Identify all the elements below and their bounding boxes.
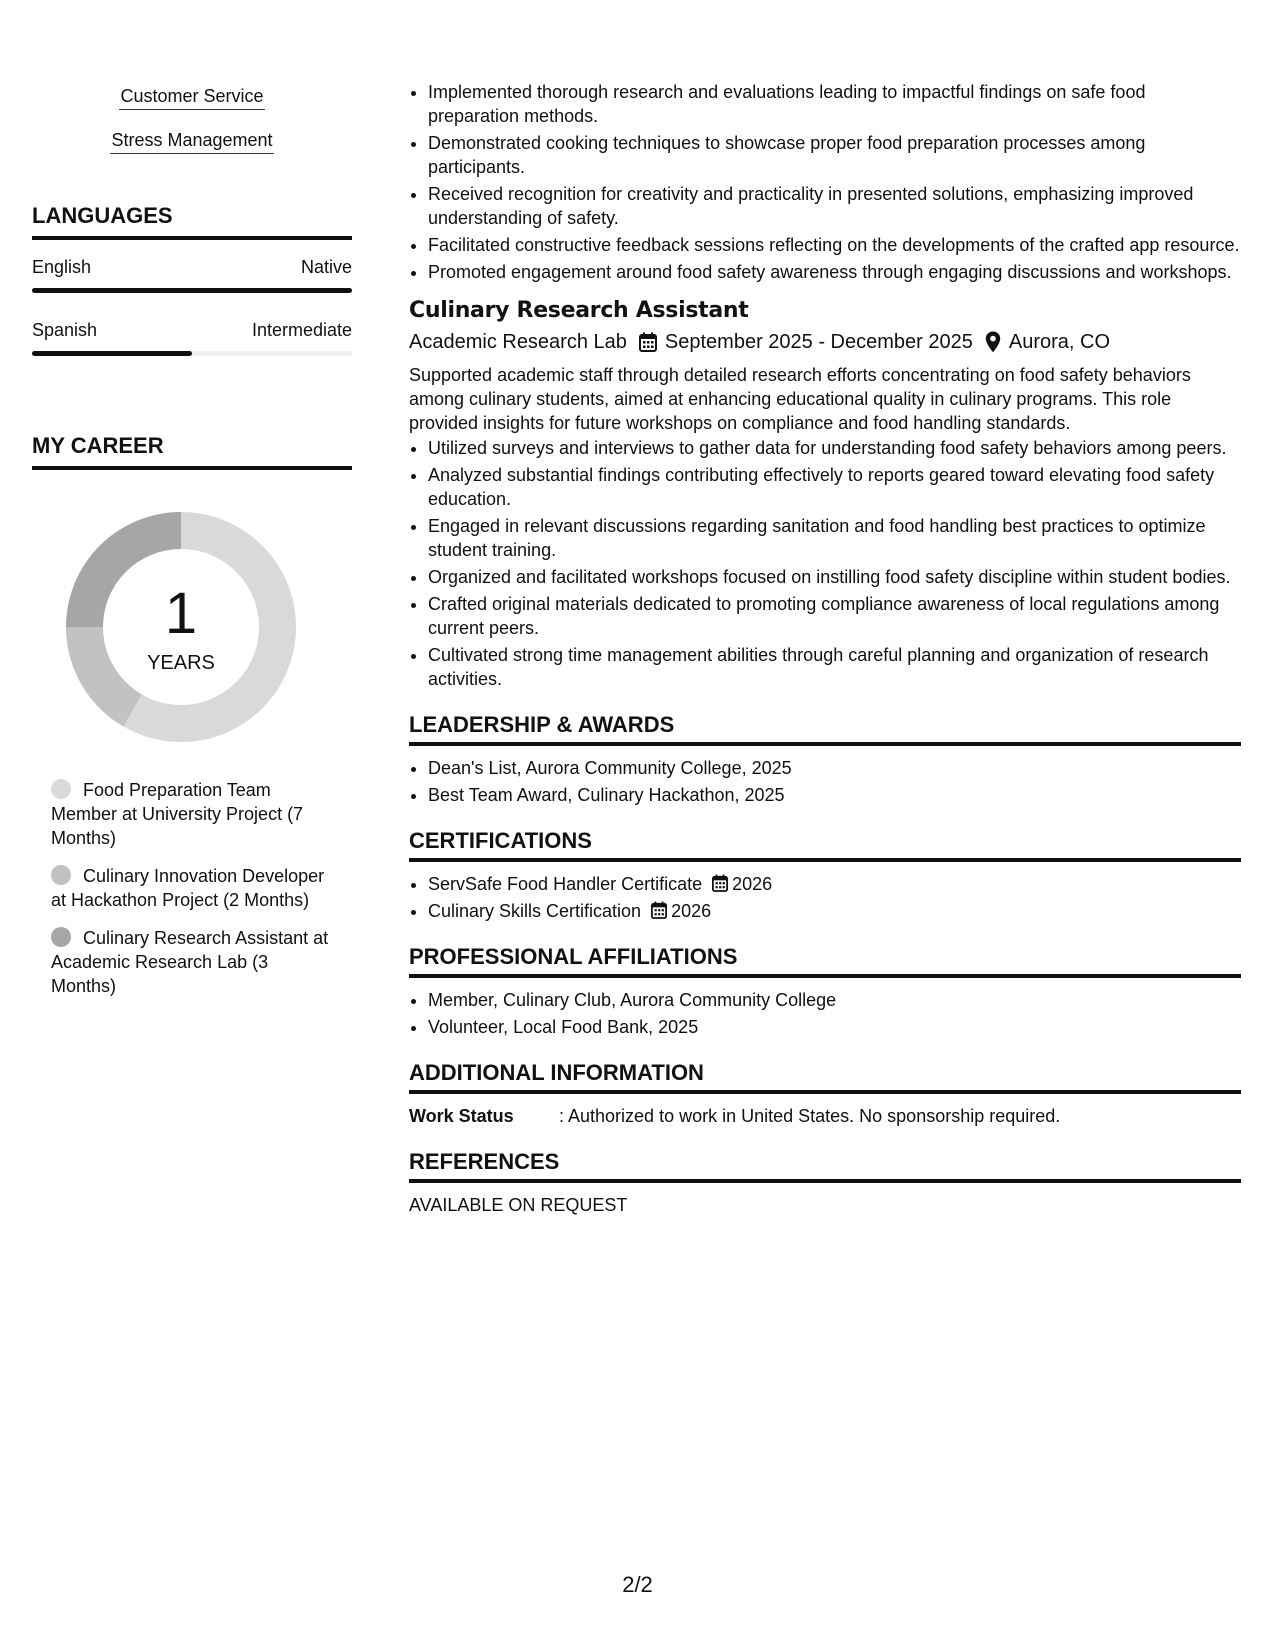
language-level: Native — [300, 257, 352, 277]
skill-item — [32, 128, 352, 154]
career-legend — [32, 778, 333, 998]
certification-year: 2026 — [671, 901, 712, 921]
job-location: Aurora, CO — [1008, 331, 1111, 353]
job-dates: September 2025 - December 2025 — [664, 331, 973, 353]
skill-item — [32, 84, 352, 110]
award-item: • Dean's List, Aurora Community College, 2025 — [428, 756, 1241, 780]
career-legend-text: Food Preparation Team Member at University Project (7 Months) — [51, 780, 304, 848]
job-title: Culinary Research Assistant — [409, 298, 749, 323]
work-status-label: Work Status — [409, 1106, 514, 1126]
legend-dot-icon — [51, 927, 71, 947]
career-legend-text: Culinary Research Assistant at Academic Research Lab (3 Months) — [51, 928, 329, 996]
affiliation-item: • Member, Culinary Club, Aurora Community College — [428, 988, 1241, 1012]
bullet-item: • Engaged in relevant discussions regarding sanitation and food handling best practices to optimize student training. — [428, 514, 1241, 562]
legend-dot-icon — [51, 779, 71, 799]
calendar-icon — [651, 901, 667, 919]
job-summary: Supported academic staff through detailed research efforts concentrating on food safety behaviors among culinary students, aimed at enhancing educational quality in culinary programs. This role provided insights for future workshops on compliance and food handling standards. — [409, 365, 1191, 433]
location-pin-icon — [985, 331, 1001, 353]
language-name: English — [32, 257, 92, 277]
main-content — [409, 80, 1241, 1217]
affiliation-item: • Volunteer, Local Food Bank, 2025 — [428, 1015, 1241, 1039]
certification-item — [428, 872, 1241, 896]
language-item — [32, 256, 352, 293]
job-bullets — [409, 436, 1241, 691]
language-level: Intermediate — [251, 320, 352, 340]
legend-dot-icon — [51, 865, 71, 885]
bullet-item: • Received recognition for creativity and practicality in presented solutions, emphasizing improved understanding of safety. — [428, 182, 1241, 230]
language-bar — [32, 351, 352, 356]
bullet-item: • Demonstrated cooking techniques to showcase proper food preparation processes among participants. — [428, 131, 1241, 179]
career-heading: MY CAREER — [32, 432, 352, 470]
previous-job-bullets — [409, 80, 1241, 284]
language-name: Spanish — [32, 320, 98, 340]
bullet-item: • Crafted original materials dedicated to promoting compliance awareness of local regulations among current peers. — [428, 592, 1241, 640]
language-bar — [32, 288, 352, 293]
skill-label: Customer Service — [119, 84, 264, 110]
award-item: • Best Team Award, Culinary Hackathon, 2025 — [428, 783, 1241, 807]
calendar-icon — [712, 874, 728, 892]
certification-item — [428, 899, 1241, 923]
page-number: 2/2 — [622, 1572, 653, 1597]
certifications-heading: CERTIFICATIONS — [409, 827, 1241, 862]
affiliations-list — [409, 988, 1241, 1039]
additional-info-heading: ADDITIONAL INFORMATION — [409, 1059, 1241, 1094]
work-status-value: : Authorized to work in United States. No sponsorship required. — [559, 1106, 1061, 1126]
bullet-item: • Utilized surveys and interviews to gather data for understanding food safety behaviors among peers. — [428, 436, 1241, 460]
references-text: AVAILABLE ON REQUEST — [409, 1195, 628, 1215]
career-legend-item — [51, 778, 333, 850]
job-meta — [409, 329, 1241, 355]
certification-name: ServSafe Food Handler Certificate — [428, 874, 703, 894]
bullet-item: • Analyzed substantial findings contributing effectively to reports geared toward elevating food safety education. — [428, 463, 1241, 511]
certifications-list — [409, 872, 1241, 923]
bullet-item: • Cultivated strong time management abilities through careful planning and organization of research activities. — [428, 643, 1241, 691]
certification-name: Culinary Skills Certification — [428, 901, 642, 921]
bullet-item: • Promoted engagement around food safety awareness through engaging discussions and workshops. — [428, 260, 1241, 284]
calendar-icon — [639, 332, 657, 352]
bullet-item: • Organized and facilitated workshops focused on instilling food safety discipline within student bodies. — [428, 565, 1241, 589]
affiliations-heading: PROFESSIONAL AFFILIATIONS — [409, 943, 1241, 978]
bullet-item: • Implemented thorough research and evaluations leading to impactful findings on safe food preparation methods. — [428, 80, 1241, 128]
skill-label: Stress Management — [110, 128, 273, 154]
language-bar-fill — [32, 288, 352, 293]
certification-year: 2026 — [732, 874, 773, 894]
career-legend-text: Culinary Innovation Developer at Hackathon Project (2 Months) — [51, 866, 325, 910]
language-bar-fill — [32, 351, 192, 356]
career-total-unit: YEARS — [147, 652, 215, 674]
career-legend-item — [51, 864, 333, 912]
references-heading: REFERENCES — [409, 1148, 1241, 1183]
sidebar — [32, 84, 352, 1012]
leadership-heading: LEADERSHIP & AWARDS — [409, 711, 1241, 746]
career-legend-item — [51, 926, 333, 998]
job-company: Academic Research Lab — [409, 331, 627, 353]
leadership-list — [409, 756, 1241, 807]
career-donut-chart — [66, 512, 296, 742]
career-total-number: 1 — [164, 581, 198, 646]
language-item — [32, 319, 352, 356]
languages-heading: LANGUAGES — [32, 202, 352, 240]
bullet-item: • Facilitated constructive feedback sessions reflecting on the developments of the crafted app resource. — [428, 233, 1241, 257]
work-status-row — [409, 1104, 1241, 1128]
